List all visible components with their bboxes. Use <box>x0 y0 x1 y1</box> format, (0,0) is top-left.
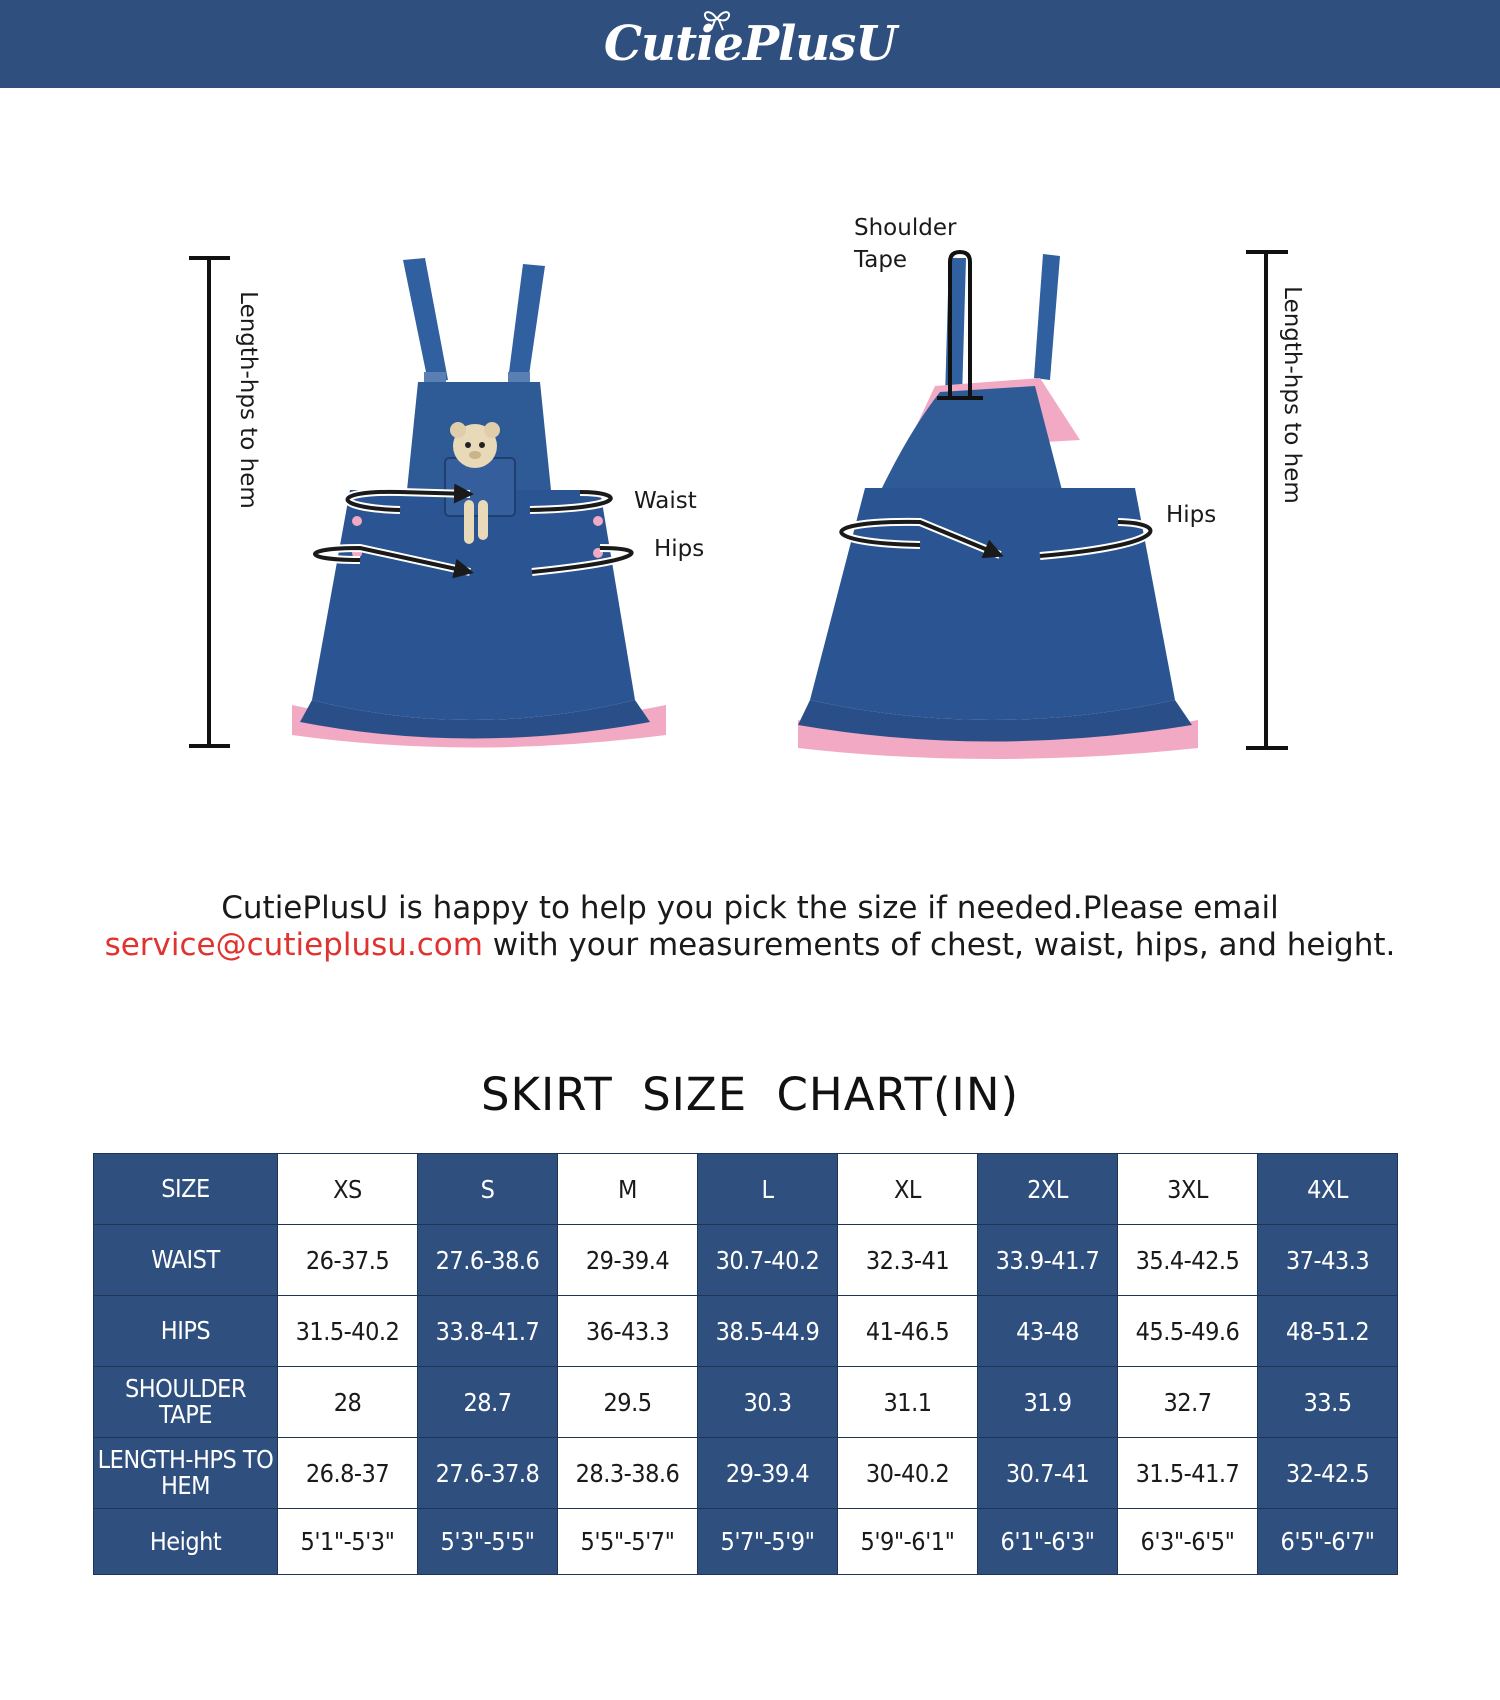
table-cell: 30.3 <box>698 1367 838 1438</box>
table-cell: 41-46.5 <box>838 1296 978 1367</box>
table-cell: 5'9"-6'1" <box>838 1509 978 1575</box>
front-dress <box>292 258 666 748</box>
help-line-2-text: with your measurements of chest, waist, hips, and height. <box>482 927 1396 963</box>
table-cell: 27.6-37.8 <box>418 1438 558 1509</box>
row-label: Height <box>94 1509 278 1575</box>
size-chart-body <box>94 1154 1398 1575</box>
size-column-header: XS <box>278 1154 418 1225</box>
table-row <box>94 1296 1398 1367</box>
front-length-ruler <box>189 258 230 746</box>
table-cell: 31.9 <box>978 1367 1118 1438</box>
size-column-header: 3XL <box>1118 1154 1258 1225</box>
service-email-link[interactable]: service@cutieplusu.com <box>104 927 483 963</box>
help-line-2 <box>0 927 1500 964</box>
back-hips-label: Hips <box>1166 502 1217 528</box>
table-cell: 43-48 <box>978 1296 1118 1367</box>
shoulder-tape-label: Shoulder Tape <box>854 215 957 273</box>
table-cell: 5'5"-5'7" <box>558 1509 698 1575</box>
table-cell: 30.7-41 <box>978 1438 1118 1509</box>
table-cell: 31.1 <box>838 1367 978 1438</box>
table-cell: 5'7"-5'9" <box>698 1509 838 1575</box>
size-column-header: SIZE <box>94 1154 278 1225</box>
table-cell: 29-39.4 <box>558 1225 698 1296</box>
table-header-row <box>94 1154 1398 1225</box>
size-column-header: 2XL <box>978 1154 1118 1225</box>
row-label: WAIST <box>94 1225 278 1296</box>
table-cell: 5'3"-5'5" <box>418 1509 558 1575</box>
measurement-diagram <box>0 190 1500 780</box>
table-cell: 29.5 <box>558 1367 698 1438</box>
dress-illustrations <box>0 190 1500 780</box>
table-row <box>94 1225 1398 1296</box>
table-cell: 32-42.5 <box>1258 1438 1398 1509</box>
table-cell: 36-43.3 <box>558 1296 698 1367</box>
table-cell: 6'1"-6'3" <box>978 1509 1118 1575</box>
table-cell: 33.5 <box>1258 1367 1398 1438</box>
front-waist-label: Waist <box>634 488 697 514</box>
table-cell: 5'1"-5'3" <box>278 1509 418 1575</box>
size-column-header: S <box>418 1154 558 1225</box>
back-dress <box>798 252 1198 759</box>
table-cell: 37-43.3 <box>1258 1225 1398 1296</box>
front-hips-label: Hips <box>654 536 705 562</box>
table-cell: 28.3-38.6 <box>558 1438 698 1509</box>
table-cell: 30.7-40.2 <box>698 1225 838 1296</box>
table-cell: 38.5-44.9 <box>698 1296 838 1367</box>
table-row <box>94 1509 1398 1575</box>
size-chart-table <box>93 1153 1398 1575</box>
table-row <box>94 1367 1398 1438</box>
table-cell: 33.8-41.7 <box>418 1296 558 1367</box>
table-cell: 32.7 <box>1118 1367 1258 1438</box>
brand-logo[interactable] <box>604 16 896 72</box>
row-label: HIPS <box>94 1296 278 1367</box>
back-length-label: Length-hps to hem <box>1279 286 1305 504</box>
size-column-header: L <box>698 1154 838 1225</box>
table-cell: 31.5-41.7 <box>1118 1438 1258 1509</box>
help-message <box>0 890 1500 964</box>
table-cell: 28 <box>278 1367 418 1438</box>
row-label: SHOULDER TAPE <box>94 1367 278 1438</box>
front-length-label: Length-hps to hem <box>235 291 261 509</box>
table-cell: 26.8-37 <box>278 1438 418 1509</box>
brand-name: CutiePlusU <box>603 16 897 72</box>
table-cell: 35.4-42.5 <box>1118 1225 1258 1296</box>
table-cell: 6'3"-6'5" <box>1118 1509 1258 1575</box>
table-cell: 28.7 <box>418 1367 558 1438</box>
table-cell: 33.9-41.7 <box>978 1225 1118 1296</box>
table-row <box>94 1438 1398 1509</box>
bow-icon <box>700 6 734 32</box>
size-column-header: XL <box>838 1154 978 1225</box>
size-column-header: M <box>558 1154 698 1225</box>
help-line-1: CutiePlusU is happy to help you pick the size if needed.Please email <box>221 890 1279 926</box>
size-column-header: 4XL <box>1258 1154 1398 1225</box>
table-cell: 30-40.2 <box>838 1438 978 1509</box>
table-cell: 6'5"-6'7" <box>1258 1509 1398 1575</box>
table-cell: 26-37.5 <box>278 1225 418 1296</box>
table-cell: 32.3-41 <box>838 1225 978 1296</box>
table-cell: 29-39.4 <box>698 1438 838 1509</box>
table-cell: 31.5-40.2 <box>278 1296 418 1367</box>
brand-header <box>0 0 1500 88</box>
table-cell: 45.5-49.6 <box>1118 1296 1258 1367</box>
row-label: LENGTH-HPS TO HEM <box>94 1438 278 1509</box>
table-cell: 48-51.2 <box>1258 1296 1398 1367</box>
table-cell: 27.6-38.6 <box>418 1225 558 1296</box>
size-chart-title: SKIRT SIZE CHART(IN) <box>480 1068 1020 1121</box>
